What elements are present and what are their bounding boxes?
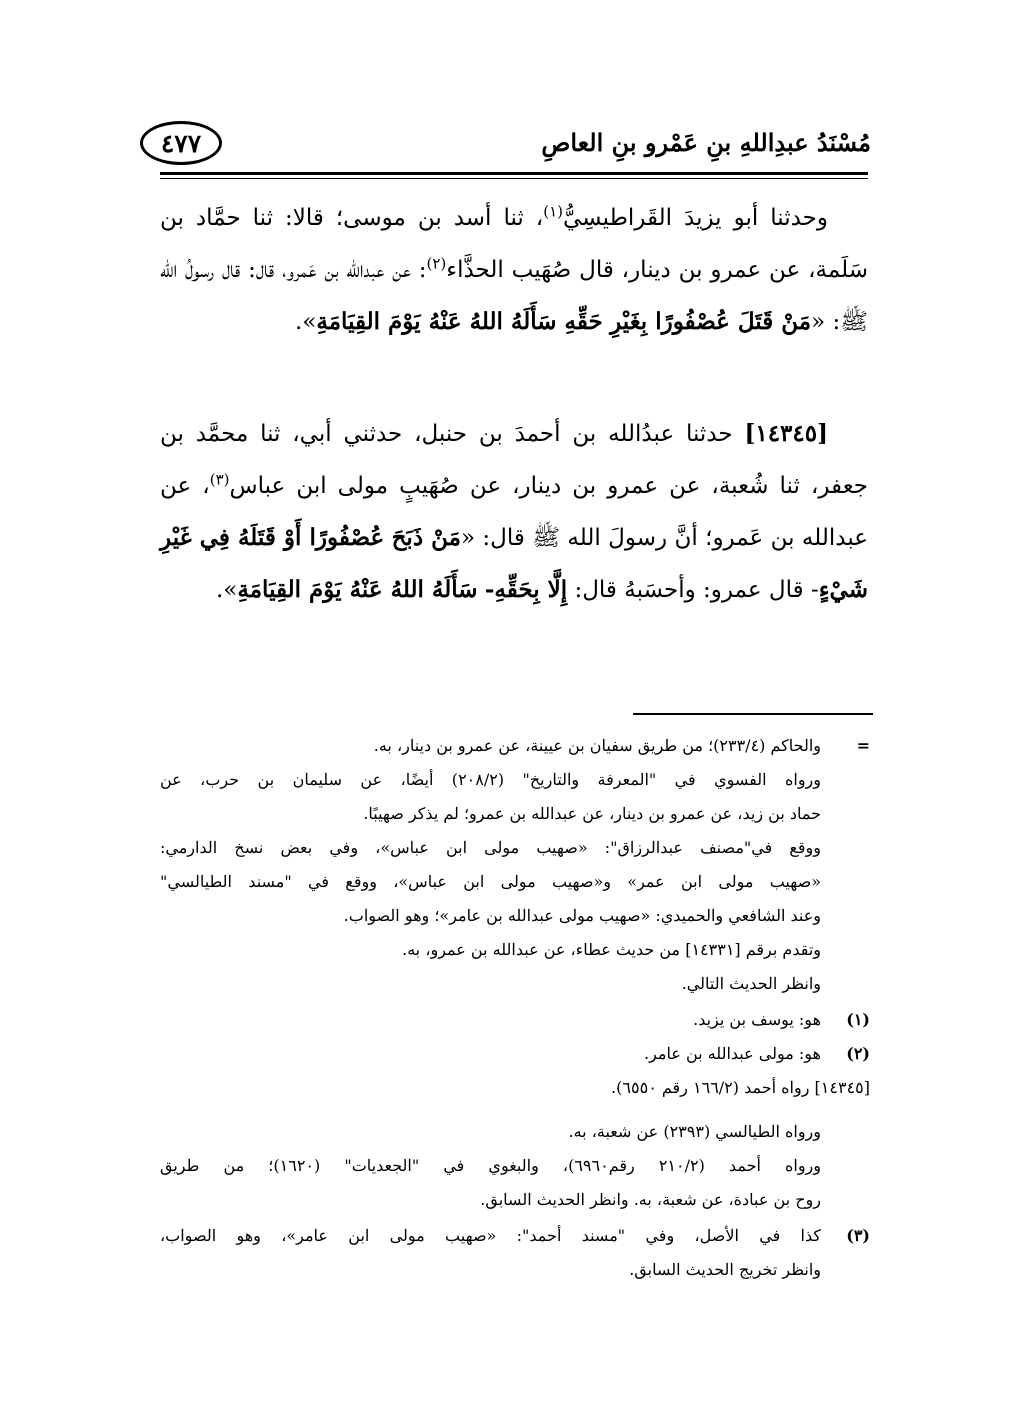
footnote-number-1: (١): [846, 1010, 870, 1029]
page-number: ٤٧٧: [160, 128, 202, 158]
footnote-number-3: (٣): [846, 1226, 870, 1245]
page-number-badge: [140, 121, 222, 165]
footnote-text-3: وانظر تخريج الحديث السابق.: [629, 1260, 821, 1279]
footnote-separator: [633, 713, 873, 715]
footnote-line: ووقع في"مصنف عبدالرزاق": «صهيب مولى ابن عباس»، وفي بعض نسخ الدارمي:: [160, 838, 821, 857]
footnote-line: وتقدم برقم [١٤٣٣١] من حديث عطاء، عن عبدالله بن عمرو، به.: [402, 940, 821, 959]
footnote-line: وانظر الحديث التالي.: [681, 974, 821, 993]
footnote-ref-3: (٣): [209, 470, 230, 489]
footnote-ref-2: (٢): [426, 254, 447, 273]
footnote-line: والحاكم (٢٣٣/٤)؛ من طريق سفيان بن عيينة، عن عمرو بن دينار، به.: [373, 736, 821, 755]
takhrij-line: [١٤٣٤٥] رواه أحمد (١٦٦/٢ رقم ٦٥٥٠).: [611, 1078, 870, 1097]
footnote-line: «صهيب مولى ابن عمر» و«صهيب مولى ابن عباس»، ووقع في "مسند الطيالسي": [160, 872, 822, 891]
header-rule-thick: [160, 172, 868, 175]
footnote-number-2: (٢): [846, 1044, 870, 1063]
running-title: مُسْنَدُ عبدِاللهِ بنِ عَمْرو بنِ العاصِ: [541, 128, 871, 157]
prophetic-text: إِلَّا بِحَقِّهِ-: [484, 576, 568, 603]
prophetic-text: عُصْفُورًا أَوْ قَتَلَهُ فِي غَيْرِ شَيْءٍ: [160, 524, 868, 603]
footnote-line: وعند الشافعي والحميدي: «صهيب مولى عبدالله بن عامر»؛ وهو الصواب.: [343, 906, 821, 925]
footnote-line: ورواه الفسوي في "المعرفة والتاريخ" (٢٠٨/٢) أيضًا، عن سليمان بن حرب، عن: [160, 770, 821, 789]
hadith-paragraph-2: [١٤٣٤٥] حدثنا عبدُالله بن أحمدَ بن حنبل، حدثني أبي، ثنا محمَّد بن جعفر، ثنا شُعبة، عن عمرو بن دينار، عن صُهَيبٍ مولى ابن عباس$^{(٣)}$، عن عبدالله بن عَمرو؛ أنَّ رسولَ الله ﷺ قال: «مَنْ ذَبَحَ عُصْفُورًا أَوْ قَتَلَهُ فِي غَيْرِ شَيْءٍ- قال عمرو: وأحسَبهُ قال: إِلَّا بِحَقِّهِ- سَأَلَهُ اللهُ عَنْهُ يَوْمَ القِيَامَةِ».: [160, 420, 869, 603]
continuation-marker: =: [856, 736, 870, 755]
prophetic-text: مَنْ ذَبَحَ: [391, 524, 461, 551]
hadith-number: [١٤٣٤٥]: [744, 420, 829, 447]
header-rule-thin: [160, 178, 868, 179]
hadith-paragraph-1: وحدثنا أبو يزيدَ القَراطيسِيُّ$^{(١)}$، ثنا أسد بن موسى؛ قالا: ثنا حمَّاد بن سَلَمة، عن عمرو بن دينار، قال صُهَيب الحذَّاء$^{(٢)}$: عن عبدالله بن عَمرو، قال: قال رسولُ الله ﷺ: «مَنْ قَتَلَ عُصْفُورًا بِغَيْرِ حَقِّهِ سَأَلَهُ اللهُ عَنْهُ يَوْمَ القِيَامَةِ».: [160, 202, 869, 335]
takhrij-line: ورواه أحمد (٢١٠/٢ رقم٦٩٦٠)، والبغوي في "الجعديات" (١٦٢٠)؛ من طريق: [160, 1156, 822, 1175]
footnote-line: حماد بن زيد، عن عمرو بن دينار، عن عبدالله بن عمرو؛ لم يذكر صهيبًا.: [363, 804, 821, 823]
footnote-text-2: هو: مولى عبدالله بن عامر.: [644, 1044, 821, 1063]
prophetic-text: مَنْ قَتَلَ عُصْفُورًا بِغَيْرِ: [610, 308, 812, 335]
takhrij-line: ورواه الطيالسي (٢٣٩٣) عن شعبة، به.: [568, 1122, 821, 1141]
takhrij-line: روح بن عبادة، عن شعبة، به. وانظر الحديث السابق.: [480, 1190, 821, 1209]
footnote-text-3: كذا في الأصل، وفي "مسند أحمد": «صهيب مولى ابن عامر»، وهو الصواب،: [160, 1226, 821, 1245]
footnote-text-1: هو: يوسف بن يزيد.: [693, 1010, 821, 1029]
footnote-ref-1: (١): [543, 202, 563, 221]
prophetic-text: حَقِّهِ سَأَلَهُ اللهُ عَنْهُ يَوْمَ القِيَامَةِ: [316, 308, 603, 335]
prophetic-text: سَأَلَهُ اللهُ عَنْهُ يَوْمَ القِيَامَةِ: [237, 576, 478, 603]
